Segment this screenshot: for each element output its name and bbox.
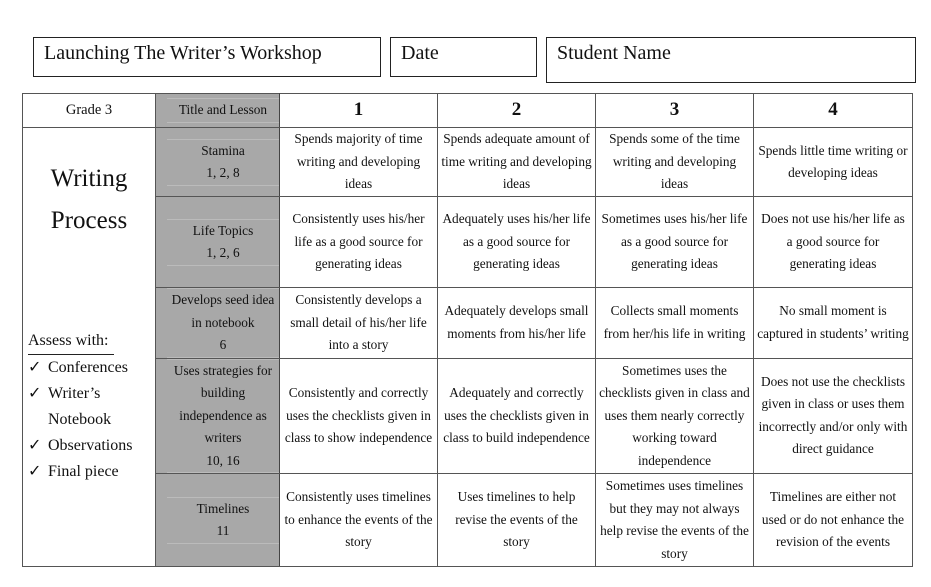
rubric-cell: Consistently uses his/her life as a good source for generating ideas [280,197,438,288]
criterion-cell: Develops seed idea in notebook 6 [156,288,280,359]
rubric-cell: No small moment is captured in students’ writing [754,288,913,359]
section-title: Writing Process [50,165,128,234]
assess-item: ✓ Observations [28,433,155,459]
grade-cell: Grade 3 [23,94,156,128]
criterion-cell: Timelines 11 [156,474,280,567]
rubric-cell: Adequately develops small moments from his/her life [438,288,596,359]
level-header: 4 [754,94,913,128]
rubric-cell: Sometimes uses the checklists given in class and uses them nearly correctly working toward independence [596,358,754,474]
table-row [23,197,913,288]
level-header: 2 [438,94,596,128]
criterion-cell: Stamina 1, 2, 8 [156,128,280,197]
check-icon: ✓ [28,385,42,402]
rubric-cell: Uses timelines to help revise the events of the story [438,474,596,567]
rubric-cell: Spends majority of time writing and developing ideas [280,128,438,197]
rubric-cell: Consistently uses timelines to enhance the events of the story [280,474,438,567]
section-cell [23,128,156,567]
criterion-cell: Uses strategies for building independence as writers 10, 16 [156,358,280,474]
table-row [23,358,913,474]
rubric-cell: Timelines are either not used or do not enhance the revision of the events [754,474,913,567]
table-row [23,288,913,359]
rubric-cell: Spends some of the time writing and developing ideas [596,128,754,197]
date-field[interactable]: Date [390,37,537,77]
rubric-cell: Sometimes uses his/her life as a good source for generating ideas [596,197,754,288]
level-header: 1 [280,94,438,128]
rubric-cell: Spends adequate amount of time writing and developing ideas [438,128,596,197]
assess-item: ✓ Writer’s Notebook [28,381,155,433]
rubric-cell: Adequately uses his/her life as a good source for generating ideas [438,197,596,288]
table-row [23,128,913,197]
rubric-cell: Does not use the checklists given in class or uses them incorrectly and/or only with direct guidance [754,358,913,474]
assess-item: ✓ Conferences [28,355,155,381]
rubric-cell: Does not use his/her life as a good source for generating ideas [754,197,913,288]
student-name-field[interactable]: Student Name [546,37,916,83]
assess-heading: Assess with: [28,328,114,355]
criterion-cell: Life Topics 1, 2, 6 [156,197,280,288]
title-box: Launching The Writer’s Workshop [33,37,381,77]
rubric-cell: Consistently and correctly uses the checklists given in class to show independence [280,358,438,474]
level-header: 3 [596,94,754,128]
rubric-cell: Collects small moments from her/his life in writing [596,288,754,359]
rubric-cell: Consistently develops a small detail of his/her life into a story [280,288,438,359]
check-icon: ✓ [28,359,42,376]
table-row [23,474,913,567]
header-row [23,94,913,128]
rubric-cell: Adequately and correctly uses the checklists given in class to build independence [438,358,596,474]
rubric-table [22,93,913,567]
title-lesson-header: Title and Lesson [156,94,280,128]
rubric-cell: Spends little time writing or developing ideas [754,128,913,197]
check-icon: ✓ [28,463,42,480]
assess-list [28,328,155,485]
assess-item: ✓ Final piece [28,459,155,485]
rubric-cell: Sometimes uses timelines but they may not always help revise the events of the story [596,474,754,567]
check-icon: ✓ [28,437,42,454]
